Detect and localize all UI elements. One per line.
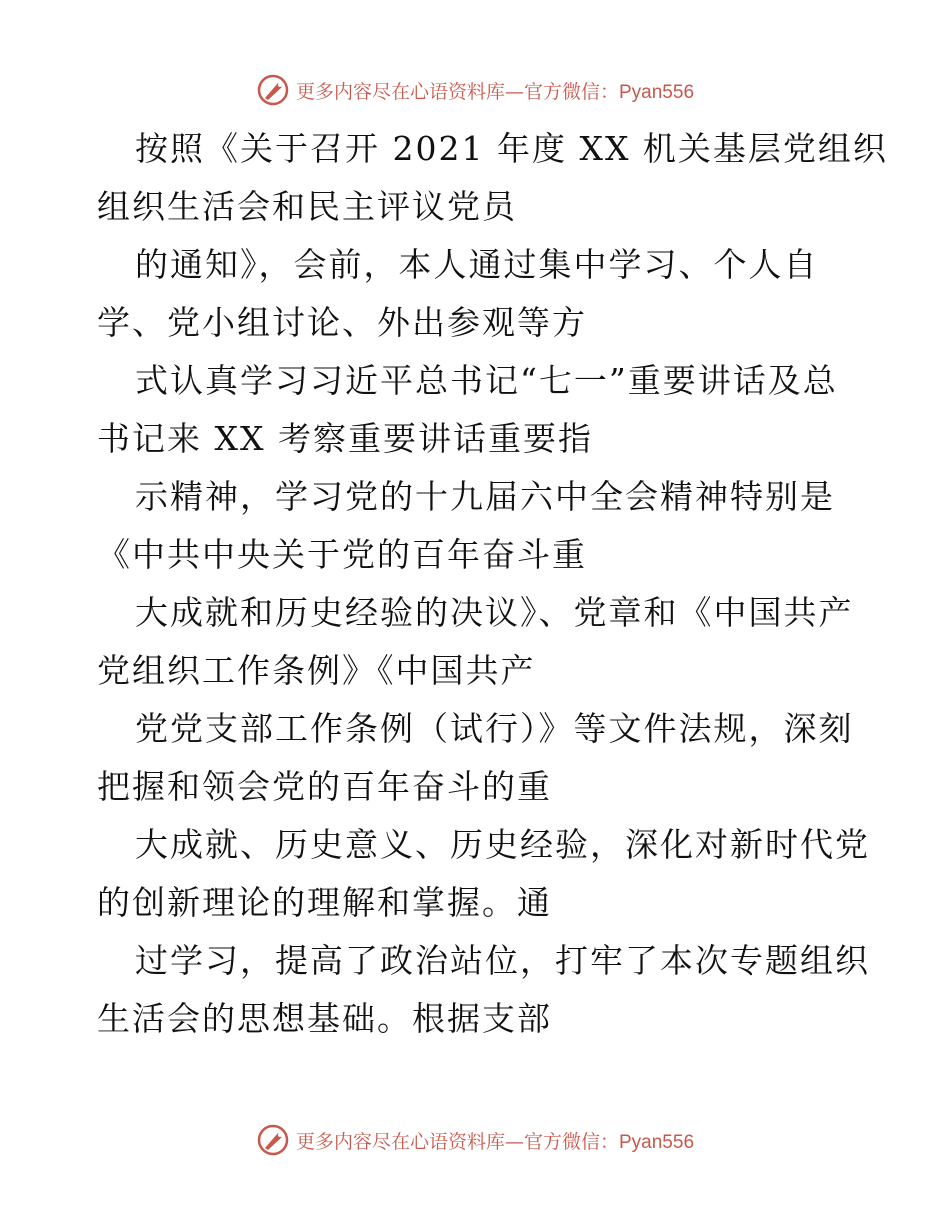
body-line: 组织生活会和民主评议党员	[97, 187, 517, 226]
watermark-wechat-id: Pyan556	[619, 81, 695, 103]
body-line: 的创新理论的理解和掌握。通	[97, 883, 552, 922]
header-watermark-banner	[0, 70, 950, 110]
body-line: 生活会的思想基础。根据支部	[97, 999, 552, 1038]
watermark-wechat-id: Pyan556	[619, 1131, 695, 1153]
body-line: 过学习，提高了政治站位，打牢了本次专题组织	[135, 941, 870, 980]
body-line: 党党支部工作条例（试行）》等文件法规，深刻	[135, 709, 854, 748]
body-line: 式认真学习习近平总书记“七一”重要讲话及总	[135, 361, 838, 400]
watermark-text	[296, 1127, 694, 1154]
document-body	[97, 120, 888, 1048]
body-line: 党组织工作条例》《中国共产	[97, 651, 536, 690]
body-line: 学、党小组讨论、外出参观等方	[97, 303, 587, 342]
body-line: 书记来 XX 考察重要讲话重要指	[97, 419, 593, 458]
watermark-text-cn: 更多内容尽在心语资料库—官方微信：	[295, 80, 619, 103]
pen-nib-logo-icon	[256, 1123, 290, 1157]
body-line: 大成就和历史经验的决议》、党章和《中国共产	[135, 593, 854, 632]
body-line: 按照《关于召开 2021 年度 XX 机关基层党组织	[135, 129, 888, 168]
body-line: 大成就、历史意义、历史经验，深化对新时代党	[135, 825, 870, 864]
body-line: 《中共中央关于党的百年奋斗重	[97, 535, 587, 574]
pen-nib-logo-icon	[256, 73, 290, 107]
body-line: 把握和领会党的百年奋斗的重	[97, 767, 552, 806]
body-line: 的通知》，会前，本人通过集中学习、个人自	[135, 245, 819, 284]
footer-watermark-banner	[0, 1120, 950, 1160]
watermark-text	[296, 77, 694, 104]
watermark-text-cn: 更多内容尽在心语资料库—官方微信：	[295, 1130, 619, 1153]
body-line: 示精神，学习党的十九届六中全会精神特别是	[135, 477, 835, 516]
